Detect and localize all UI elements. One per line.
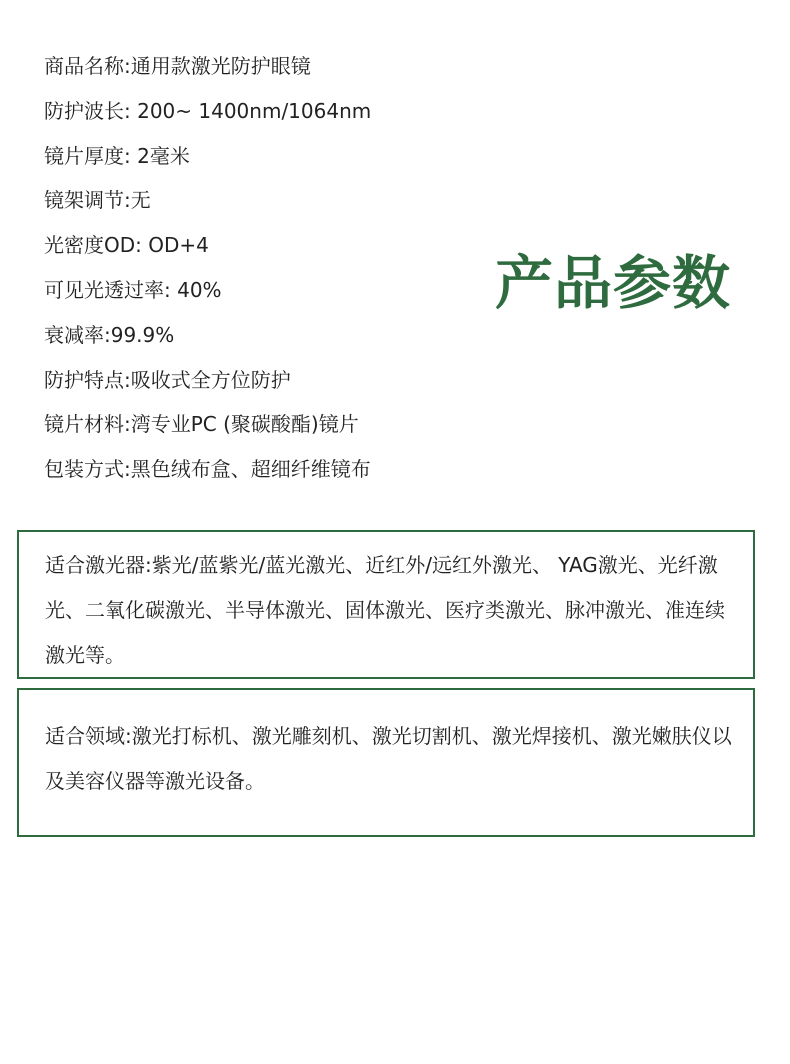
spec-visible-transmittance: 可见光透过率: 40% [44,277,222,302]
applicable-lasers-box [17,530,755,679]
applicable-lasers-text: 适合激光器:紫光/蓝紫光/蓝光激光、近红外/远红外激光、 YAG激光、光纤激光、二氧化碳激光、半导体激光、固体激光、医疗类激光、脉冲激光、准连续激光等。 [45,553,725,667]
applicable-fields-text: 适合领域:激光打标机、激光雕刻机、激光切割机、激光焊接机、激光嫩肤仪以及美容仪器等激光设备。 [45,724,732,793]
spec-packaging: 包装方式:黑色绒布盒、超细纤维镜布 [44,457,371,482]
spec-lens-thickness: 镜片厚度: 2毫米 [44,143,190,168]
spec-product-name: 商品名称:通用款激光防护眼镜 [44,54,311,78]
spec-list [44,44,371,492]
spec-protection-wavelength: 防护波长: 200~ 1400nm/1064nm [44,98,372,123]
spec-frame-adjustment: 镜架调节:无 [44,188,151,213]
spec-optical-density: 光密度OD: OD+4 [44,233,209,258]
section-title: 产品参数 [495,249,732,317]
spec-attenuation: 衰减率:99.9% [44,322,175,347]
spec-lens-material: 镜片材料:湾专业PC (聚碳酸酯)镜片 [44,412,359,437]
applicable-fields-box [17,688,755,837]
spec-protection-feature: 防护特点:吸收式全方位防护 [44,367,291,392]
